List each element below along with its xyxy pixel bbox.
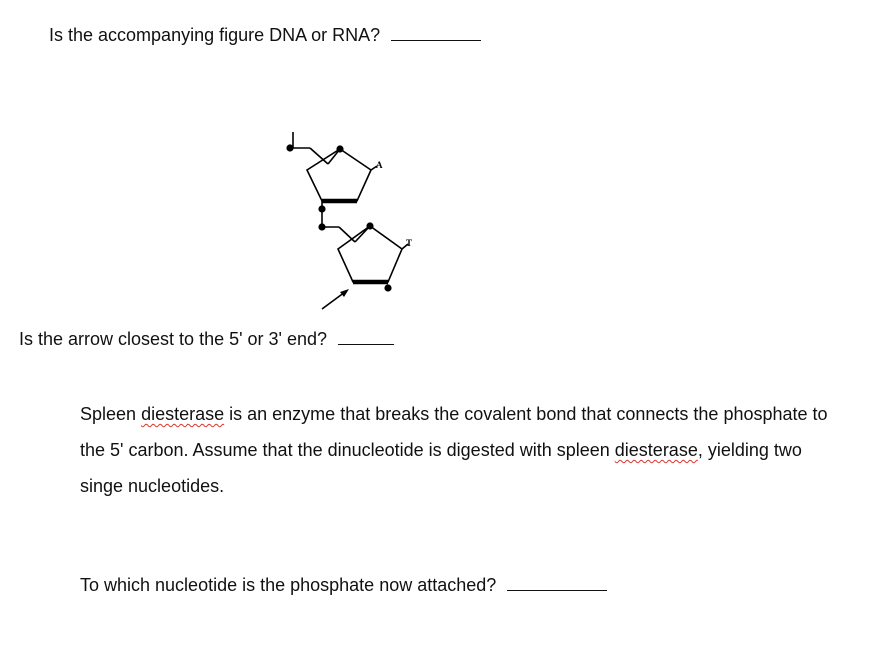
spleen-diesterase-paragraph: [80, 396, 840, 504]
misspelled-word-diesterase[interactable]: diesterase: [141, 404, 225, 424]
question-dna-or-rna-text: Is the accompanying figure DNA or RNA?: [49, 25, 381, 45]
misspelled-word-diesterase-2[interactable]: diesterase: [614, 440, 698, 460]
question-phosphate-attached: [80, 574, 607, 596]
top-3prime-dot: [318, 205, 325, 212]
top-oxygen-dot: [336, 145, 343, 152]
top-sugar-ring: [307, 149, 371, 201]
top-phosphate-dot: [286, 144, 293, 151]
para-text-end: , yielding two singe nucleotides.: [80, 440, 802, 496]
answer-blank-arrow-end[interactable]: [338, 328, 394, 345]
para-word-spleen: Spleen: [80, 404, 137, 424]
question-arrow-end: [19, 328, 394, 350]
base-label-bottom: T: [406, 238, 413, 248]
answer-blank-phosphate[interactable]: [507, 574, 607, 591]
question-phosphate-attached-text: To which nucleotide is the phosphate now attached?: [80, 575, 497, 595]
question-arrow-end-text: Is the arrow closest to the 5' or 3' end?: [19, 329, 328, 349]
bottom-phosphate-dot: [318, 223, 325, 230]
end-arrow-shaft: [322, 292, 345, 309]
end-arrow-head: [340, 289, 349, 297]
bottom-5prime-link: [339, 227, 355, 242]
bottom-3prime-dot: [384, 284, 391, 291]
base-label-top: A: [376, 160, 383, 170]
para-text-middle: is an enzyme that breaks the covalent bond that connects the phosphate to the 5' carbon. Assume that the dinucleotide is digested with spleen: [80, 404, 828, 460]
bottom-oxygen-dot: [366, 222, 373, 229]
